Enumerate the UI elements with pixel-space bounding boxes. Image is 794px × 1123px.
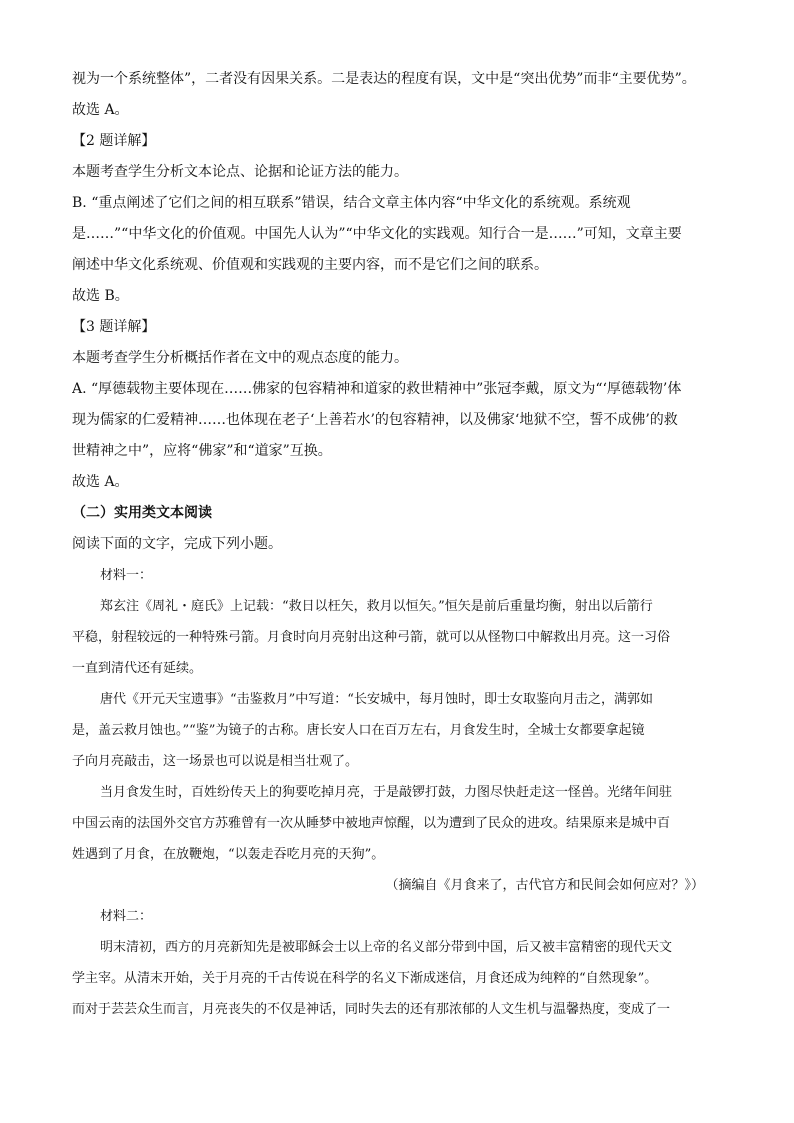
analysis-line: 现为儒家的仁爱精神……也体现在老子‘上善若水’的包容精神，以及佛家‘地狱不空，誓不成佛’的救 <box>72 412 678 428</box>
analysis-line: 故选 B。 <box>72 288 129 304</box>
material-1-text: 郑玄注《周礼・庭氏》上记载：“救日以枉矢，救月以恒矢。”恒矢是前后重量均衡，射出以后箭行 <box>100 599 653 614</box>
document-page <box>72 64 718 1025</box>
material-1-text: 中国云南的法国外交官方苏雅曾有一次从睡梦中被地声惊醒，以为遭到了民众的进攻。结果原来是城中百 <box>72 816 671 831</box>
analysis-line: A. “厚德载物主要体现在……佛家的包容精神和道家的救世精神中”张冠李戴，原文为“‘厚德载物’体 <box>72 381 682 397</box>
material-1-text: 一直到清代还有延续。 <box>72 661 203 676</box>
material-1-text: 姓遇到了月食，在放鞭炮，“以轰走吞吃月亮的天狗”。 <box>72 847 385 862</box>
analysis-line: 是……”“中华文化的价值观。中国先人认为”“中华文化的实践观。知行合一是……”可知，文章主要 <box>72 226 682 242</box>
material-1-text: 是，盖云救月蚀也。”“鉴”为镜子的古称。唐长安人口在百万左右，月食发生时，全城士女都要拿起镜 <box>72 723 645 738</box>
analysis-line: 故选 A。 <box>72 102 129 118</box>
material-1-text: 当月食发生时，百姓纷传天上的狗要吃掉月亮，于是敲锣打鼓，力图尽快赶走这一怪兽。光绪年间驻 <box>100 785 673 800</box>
material-2-text: 明末清初，西方的月亮新知先是被耶稣会士以上帝的名义部分带到中国，后又被丰富精密的现代天文 <box>100 940 673 955</box>
material-2-text: 而对于芸芸众生而言，月亮丧失的不仅是神话，同时失去的还有那浓郁的人文生机与温馨热度，变成了一 <box>72 1002 671 1017</box>
analysis-line: 阐述中华文化系统观、价值观和实践观的主要内容，而不是它们之间的联系。 <box>72 257 548 273</box>
material-1-text: 平稳，射程较远的一种特殊弓箭。月食时向月亮射出这种弓箭，就可以从怪物口中解救出月亮。这一习俗 <box>72 630 671 645</box>
section-title: （二）实用类文本阅读 <box>72 505 212 521</box>
material-2-label: 材料二： <box>100 909 153 924</box>
analysis-line: 本题考查学生分析概括作者在文中的观点态度的能力。 <box>72 350 408 366</box>
analysis-line: 故选 A。 <box>72 474 129 490</box>
analysis-line: 世精神之中”，应将“佛家”和“道家”互换。 <box>72 443 332 459</box>
material-1-text: 子向月亮敲击，这一场景也可以说是相当壮观了。 <box>72 754 359 769</box>
material-1-text: 唐代《开元天宝遗事》“击鉴救月”中写道：“长安城中，每月蚀时，即士女取鉴向月击之，满郭如 <box>100 692 653 707</box>
question-2-heading: 【2 题详解】 <box>72 133 156 149</box>
material-2-text: 学主宰。从清末开始，关于月亮的千古传说在科学的名义下渐成迷信，月食还成为纯粹的“自然现象”。 <box>72 971 658 986</box>
analysis-line: 本题考查学生分析文本论点、论据和论证方法的能力。 <box>72 164 408 180</box>
material-1-source: （摘编自《月食来了，古代官方和民间会如何应对？》） <box>385 878 704 893</box>
analysis-line: B. “重点阐述了它们之间的相互联系”错误，结合文章主体内容“中华文化的系统观。系统观 <box>72 195 631 211</box>
analysis-line: 视为一个系统整体”，二者没有因果关系。二是表达的程度有误，文中是“突出优势”而非“主要优势”。 <box>72 71 696 87</box>
material-1-label: 材料一： <box>100 568 153 583</box>
question-3-heading: 【3 题详解】 <box>72 319 156 335</box>
section-instruction: 阅读下面的文字，完成下列小题。 <box>72 536 282 552</box>
